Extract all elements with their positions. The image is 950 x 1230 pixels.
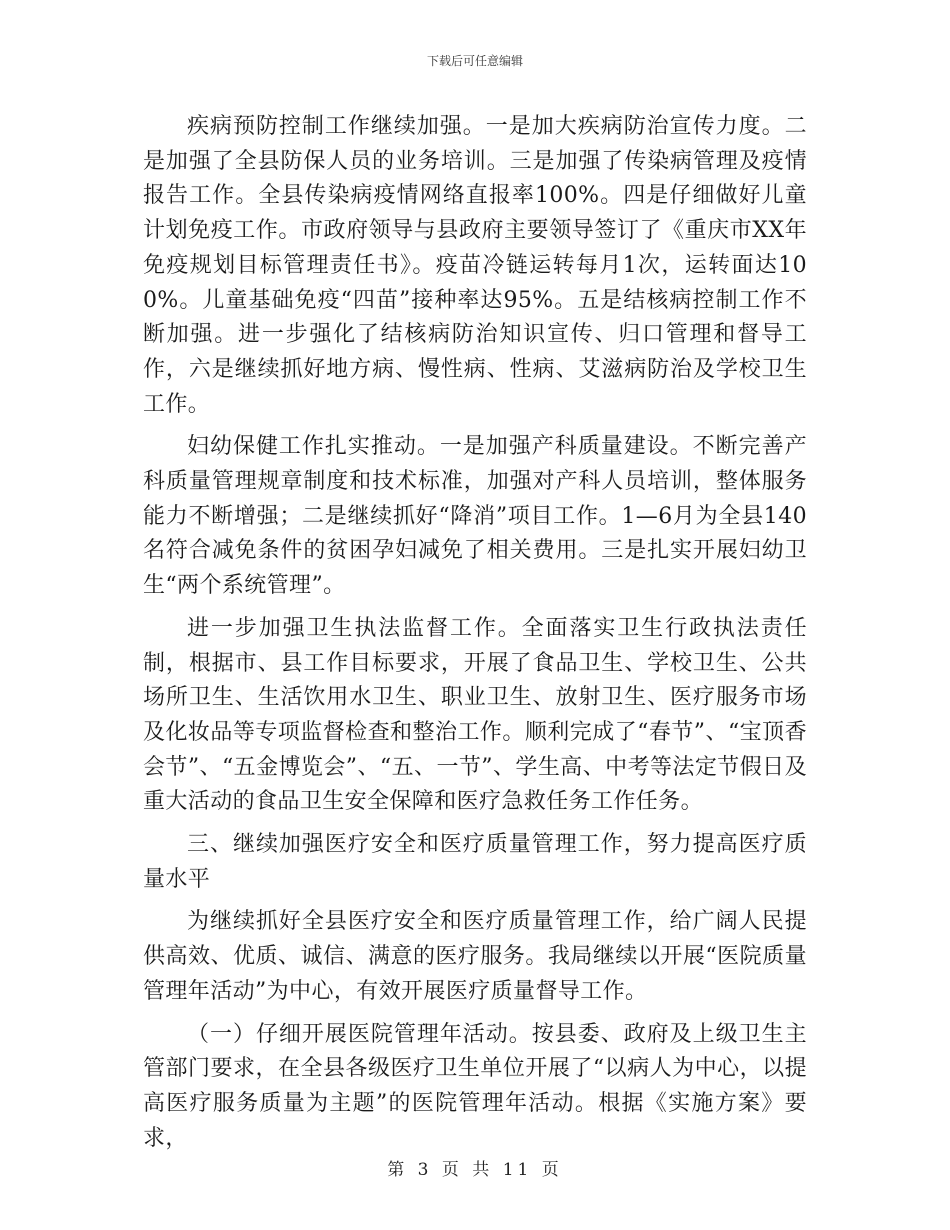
section-heading-three: 三、继续加强医疗安全和医疗质量管理工作，努力提高医疗质量水平 [143,832,807,892]
paragraph-medical-quality: 为继续抓好全县医疗安全和医疗质量管理工作，给广阔人民提供高效、优质、诚信、满意的医疗服务。我局继续以开展“医院质量管理年活动”为中心，有效开展医疗质量督导工作。 [143,909,807,1004]
paragraph-disease-control: 疾病预防控制工作继续加强。一是加大疾病防治宣传力度。二是加强了全县防保人员的业务培训。三是加强了传染病管理及疫情报告工作。全县传染病疫情网络直报率100%。四是仔细做好儿童计划免疫工作。市政府领导与县政府主要领导签订了《重庆市XX年免疫规划目标管理责任书》。疫苗冷链运转每月1次，运转面达100%。儿童基础免疫“四苗”接种率达95%。五是结核病控制工作不断加强。进一步强化了结核病防治知识宣传、归口管理和督导工作，六是继续抓好地方病、慢性病、性病、艾滋病防治及学校卫生工作。 [143,114,807,417]
document-body [143,110,807,1164]
paragraph-maternal-child-health: 妇幼保健工作扎实推动。一是加强产科质量建设。不断完善产科质量管理规章制度和技术标准，加强对产科人员培训，整体服务能力不断增强；二是继续抓好“降消”项目工作。1—6月为全县140名符合减免条件的贫困孕妇减免了相关费用。三是扎实开展妇幼卫生“两个系统管理”。 [143,434,807,599]
paragraph-hospital-management-year: （一）仔细开展医院管理年活动。按县委、政府及上级卫生主管部门要求，在全县各级医疗卫生单位开展了“以病人为中心，以提高医疗服务质量为主题”的医院管理年活动。根据《实施方案》要求， [143,1021,807,1151]
page-footer: 第 3 页 共 11 页 [387,1160,563,1180]
paragraph-health-supervision: 进一步加强卫生执法监督工作。全面落实卫生行政执法责任制，根据市、县工作目标要求，开展了食品卫生、学校卫生、公共场所卫生、生活饮用水卫生、职业卫生、放射卫生、医疗服务市场及化妆品等专项监督检查和整治工作。顺利完成了“春节”、“宝顶香会节”、“五金博览会”、“五、一节”、学生高、中考等法定节假日及重大活动的食品卫生安全保障和医疗急救任务工作任务。 [143,615,807,815]
header-note: 下载后可任意编辑 [426,54,523,68]
